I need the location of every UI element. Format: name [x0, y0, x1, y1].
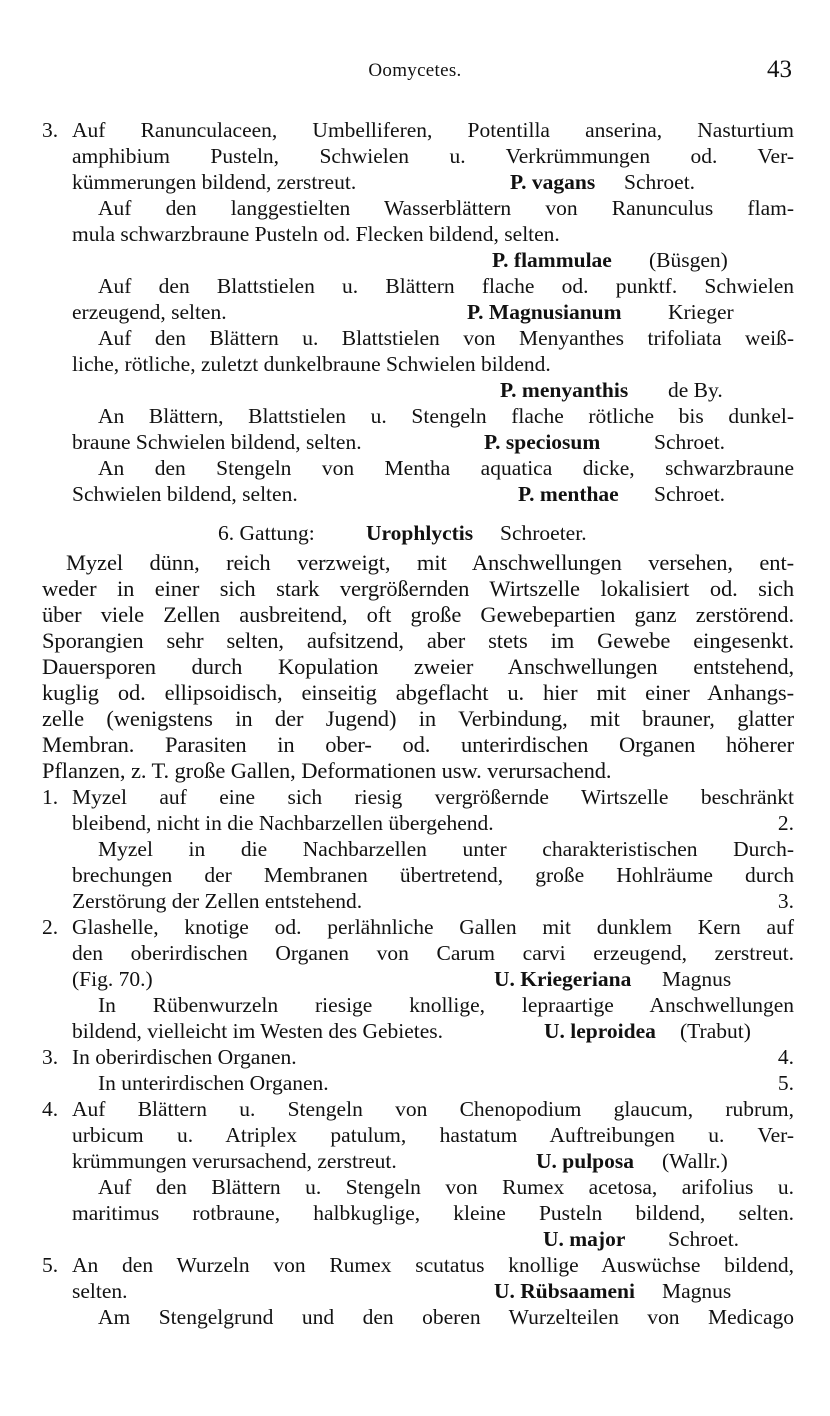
species-author: (Wallr.): [662, 1149, 728, 1173]
entry-line: [0, 117, 830, 143]
key-reference: 2.: [777, 811, 794, 835]
description-line: kuglig od. ellipsoidisch, einseitig abgeflacht u. hier mit einer Anhangs-: [42, 680, 794, 705]
key-line: In unterirdischen Organen. 5.: [98, 1071, 794, 1095]
key-line: krümmungen verursachend, zerstreut. U. pulposa (Wallr.): [72, 1149, 728, 1173]
species-name: U. leproidea: [544, 1019, 656, 1043]
key-line: Zerstörung der Zellen entstehend. 3.: [72, 889, 794, 913]
species-name: U. major: [543, 1227, 626, 1251]
description-line: Pflanzen, z. T. große Gallen, Deformationen usw. verursachend.: [42, 758, 612, 783]
key-line: 5. An den Wurzeln von Rumex scutatus knollige Auswüchse bildend,: [42, 1253, 794, 1277]
key-line: brechungen der Membranen übertretend, große Hohlräume durch: [72, 863, 794, 887]
key-number: 1.: [42, 785, 59, 809]
species-name: P. menyanthis: [500, 378, 629, 402]
key-line: In Rübenwurzeln riesige knollige, lepraartige Anschwellungen: [98, 993, 794, 1017]
key-number: 3.: [42, 1045, 59, 1069]
entry-line: kümmerungen bildend, zerstreut. P. vagans Schroet.: [72, 170, 696, 194]
key-line: (Fig. 70.) U. Kriegeriana Magnus: [72, 967, 732, 991]
key-line: den oberirdischen Organen von Carum carvi erzeugend, zerstreut.: [72, 941, 794, 965]
species-name: P. Magnusianum: [467, 300, 622, 324]
species-author: Schroet.: [654, 430, 726, 454]
key-line: Am Stengelgrund und den oberen Wurzelteilen von Medicago: [98, 1305, 794, 1329]
species-author: Schroet.: [624, 170, 696, 194]
key-line: [0, 1226, 830, 1252]
species-name: U. Rübsaameni: [494, 1279, 635, 1303]
species-author: Magnus: [662, 967, 732, 991]
description-line: Myzel dünn, reich verzweigt, mit Anschwellungen versehen, ent-: [66, 550, 794, 575]
key-line: urbicum u. Atriplex patulum, hastatum Auftreibungen u. Ver-: [72, 1123, 794, 1147]
species-author: (Trabut): [680, 1019, 751, 1043]
entry-line: [0, 377, 830, 403]
species-name: P. speciosum: [484, 430, 601, 454]
key-line: maritimus rotbraune, halbkuglige, kleine Pusteln bildend, selten.: [72, 1201, 794, 1225]
entry-line: An den Stengeln von Mentha aquatica dicke, schwarzbraune: [98, 456, 794, 480]
entry-line: liche, rötliche, zuletzt dunkelbraune Schwielen bildend.: [72, 352, 551, 376]
key-reference: 3.: [777, 889, 794, 913]
description-line: Sporangien sehr selten, aufsitzend, aber stets im Gewebe eingesenkt.: [42, 628, 794, 653]
description-line: zelle (wenigstens in der Jugend) in Verbindung, mit brauner, glatter: [42, 706, 794, 731]
entry-line: Auf den langgestielten Wasserblättern von Ranunculus flam-: [98, 196, 794, 220]
genus-name: Urophlyctis: [366, 521, 474, 545]
running-header: Oomycetes.: [368, 60, 462, 81]
key-line: Myzel in die Nachbarzellen unter charakteristischen Durch-: [98, 837, 794, 861]
entry-line: amphibium Pusteln, Schwielen u. Verkrümmungen od. Ver-: [72, 144, 794, 168]
species-author: Schroet.: [668, 1227, 740, 1251]
entry-line: braune Schwielen bildend, selten. P. speciosum Schroet.: [72, 430, 726, 454]
species-author: Magnus: [662, 1279, 732, 1303]
text-line: Auf Ranunculaceen, Umbelliferen, Potentilla anserina, Nasturtium: [72, 118, 794, 142]
entry-line: Auf den Blattstielen u. Blättern flache od. punktf. Schwielen: [98, 274, 794, 298]
description-line: Membran. Parasiten in ober- od. unterirdischen Organen höherer: [42, 732, 794, 757]
key-reference: 5.: [777, 1071, 794, 1095]
species-name: P. menthae: [518, 482, 619, 506]
entry-line: [0, 247, 830, 273]
key-line: 2. Glashelle, knotige od. perlähnliche Gallen mit dunklem Kern auf: [42, 915, 794, 939]
species-name: U. pulposa: [536, 1149, 634, 1173]
key-line: bleibend, nicht in die Nachbarzellen übergehend. 2.: [72, 811, 794, 835]
species-name: U. Kriegeriana: [494, 967, 632, 991]
key-line: bildend, vielleicht im Westen des Gebietes. U. leproidea (Trabut): [72, 1019, 751, 1043]
key-number: 4.: [42, 1097, 59, 1121]
genus-heading: 6. Gattung: Urophlyctis Schroeter.: [218, 521, 587, 545]
key-number: 2.: [42, 915, 59, 939]
species-name: P. vagans: [510, 170, 596, 194]
entry-line: mula schwarzbraune Pusteln od. Flecken bildend, selten.: [72, 222, 560, 246]
key-line: 1. Myzel auf eine sich riesig vergrößernde Wirtszelle beschränkt: [42, 785, 794, 809]
entry-line: An Blättern, Blattstielen u. Stengeln flache rötliche bis dunkel-: [98, 404, 794, 428]
species-author: de By.: [668, 378, 723, 402]
description-line: über viele Zellen ausbreitend, oft große Gewebepartien ganz zerstörend.: [42, 602, 794, 627]
species-author: Schroet.: [654, 482, 726, 506]
entry-line: Auf den Blättern u. Blattstielen von Menyanthes trifoliata weiß-: [98, 326, 794, 350]
entry-line: Schwielen bildend, selten. P. menthae Schroet.: [72, 482, 726, 506]
description-line: Dauersporen durch Kopulation zweier Anschwellungen entstehend,: [42, 654, 794, 679]
key-line: 4. Auf Blättern u. Stengeln von Chenopodium glaucum, rubrum,: [42, 1097, 794, 1121]
key-line: selten. U. Rübsaameni Magnus: [72, 1279, 732, 1303]
species-name: P. flammulae: [492, 248, 612, 272]
key-line: Auf den Blättern u. Stengeln von Rumex acetosa, arifolius u.: [98, 1175, 794, 1199]
page-number: 43: [767, 56, 792, 83]
species-author: (Büsgen): [649, 248, 728, 272]
key-line: 3. In oberirdischen Organen. 4.: [42, 1045, 794, 1069]
species-author: Krieger: [668, 300, 734, 324]
key-number: 3.: [42, 118, 59, 142]
description-line: weder in einer sich stark vergrößernden Wirtszelle lokalisiert od. sich: [42, 576, 794, 601]
key-number: 5.: [42, 1253, 59, 1277]
key-reference: 4.: [777, 1045, 794, 1069]
genus-author: Schroeter.: [500, 521, 587, 545]
entry-line: erzeugend, selten. P. Magnusianum Krieger: [72, 300, 734, 324]
